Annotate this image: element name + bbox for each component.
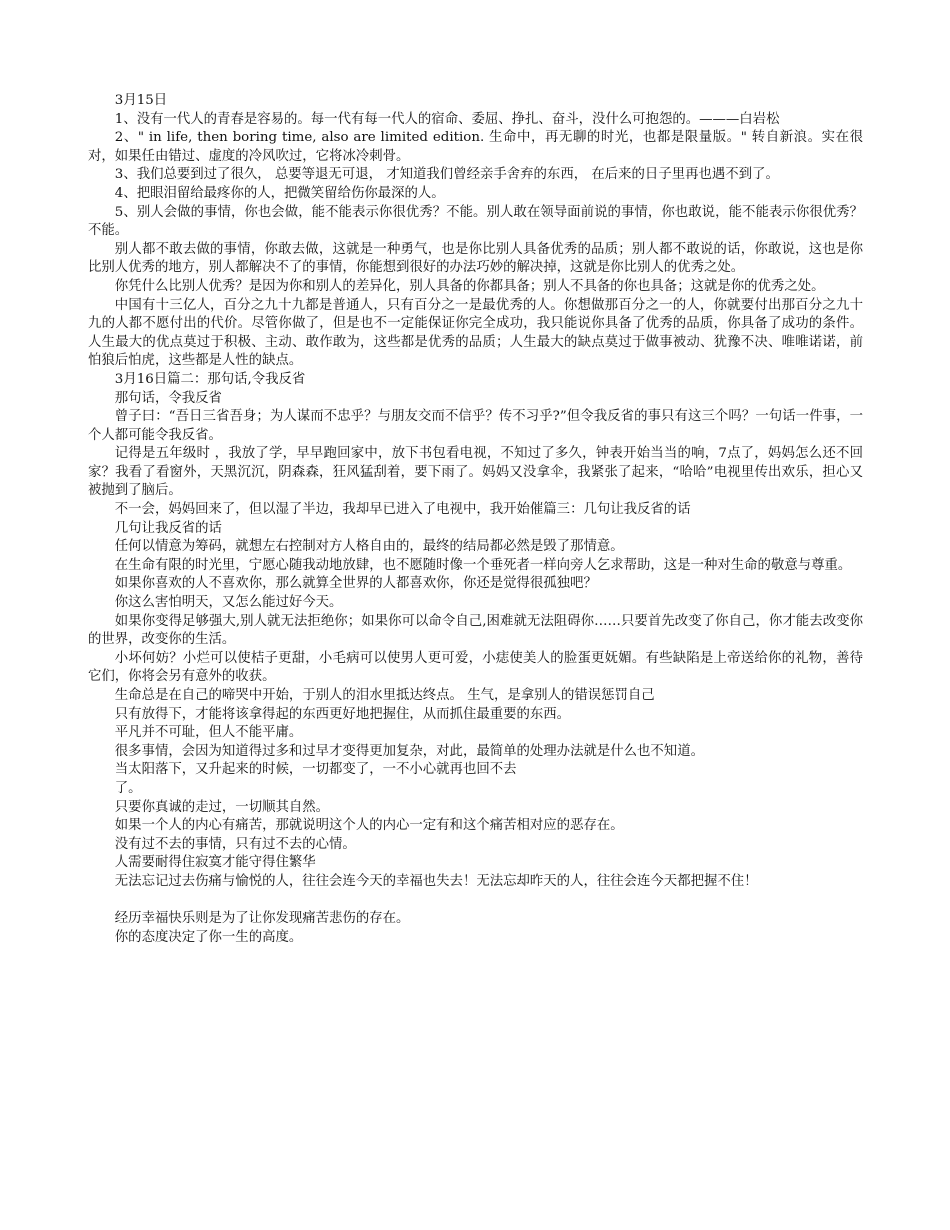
paragraph: 4、把眼泪留给最疼你的人，把微笑留给伤你最深的人。 bbox=[114, 185, 445, 201]
paragraph: 在生命有限的时光里，宁愿心随我动地放肆，也不愿随时像一个垂死者一样向旁人乞求帮助，这是一种对生命的敬意与尊重。 bbox=[114, 557, 852, 573]
paragraph: 没有过不去的事情，只有过不去的心情。 bbox=[114, 836, 356, 852]
paragraph: 中国有十三亿人，百分之九十九都是普通人，只有百分之一是最优秀的人。你想做那百分之一的人，你就要付出那百分之九十九的人都不愿付出的代价。尽管你做了，但是也不一定能保证你完全成功，我只能说你具备了优秀的品质，你具备了成功的条件。人生最大的优点莫过于积极、主动、敢作敢为，这些都是优秀的品质；人生最大的缺点莫过于做事被动、犹豫不决、唯唯诺诺，前怕狼后怕虎，这些都是人性的缺点。 bbox=[88, 297, 863, 369]
paragraph: 3、我们总要到过了很久， 总要等退无可退， 才知道我们曾经亲手舍弃的东西， 在后来的日子里再也遇不到了。 bbox=[114, 167, 779, 183]
paragraph: 1、没有一代人的青春是容易的。每一代有每一代人的宿命、委屈、挣扎、奋斗，没什么可抱怨的。———白岩松 bbox=[114, 111, 780, 127]
paragraph: 如果一个人的内心有痛苦，那就说明这个人的内心一定有和这个痛苦相对应的恶存在。 bbox=[114, 818, 624, 834]
paragraph: 5、别人会做的事情，你也会做，能不能表示你很优秀？不能。别人敢在领导面前说的事情，你也敢说，能不能表示你很优秀？不能。 bbox=[88, 204, 863, 239]
paragraph: 记得是五年级时 ，我放了学，早早跑回家中，放下书包看电视，不知过了多久，钟表开始当当的响，7点了，妈妈怎么还不回家？我看了看窗外，天黑沉沉，阴森森，狂风猛刮着，要下雨了。妈妈又没拿伞，我紧张了起来，“哈哈”电视里传出欢乐，担心又被抛到了脑后。 bbox=[88, 446, 863, 499]
section-heading-march-16: 3月16日篇二：那句话,令我反省 bbox=[114, 371, 306, 387]
paragraph: 平凡并不可耻，但人不能平庸。 bbox=[114, 725, 303, 741]
paragraph: 你的态度决定了你一生的高度。 bbox=[114, 929, 303, 945]
section-heading: 几句让我反省的话 bbox=[114, 520, 222, 536]
paragraph: 如果你喜欢的人不喜欢你，那么就算全世界的人都喜欢你，你还是觉得很孤独吧？ bbox=[114, 576, 597, 592]
paragraph: 经历幸福快乐则是为了让你发现痛苦悲伤的存在。 bbox=[114, 911, 410, 927]
paragraph: 小坏何妨？小烂可以使桔子更甜，小毛病可以使男人更可爱，小痣使美人的脸蛋更妩媚。有些缺陷是上帝送给你的礼物，善待它们，你将会另有意外的收获。 bbox=[88, 650, 863, 685]
paragraph: 当太阳落下，又升起来的时候，一切都变了，一不小心就再也回不去 bbox=[114, 762, 517, 778]
date-heading-march-15: 3月15日 bbox=[114, 93, 168, 108]
paragraph: 了。 bbox=[114, 780, 142, 796]
paragraph: 生命总是在自己的啼哭中开始，于别人的泪水里抵达终点。 生气，是拿别人的错误惩罚自己 bbox=[114, 688, 655, 703]
paragraph: 只有放得下，才能将该拿得起的东西更好地把握住，从而抓住最重要的东西。 bbox=[114, 706, 571, 722]
paragraph: 2、" in life, then boring time, also are limited edition. 生命中，再无聊的时光，也都是限量版。" 转自新浪。实在很对，如果任由错过、虚度的冷风吹过，它将冰冷刺骨。 bbox=[88, 130, 863, 164]
paragraph: 任何以情意为筹码，就想左右控制对方人格自由的，最终的结局都必然是毁了那情意。 bbox=[114, 539, 624, 555]
paragraph: 如果你变得足够强大,别人就无法拒绝你；如果你可以命令自己,困难就无法阻碍你……只要首先改变了你自己，你才能去改变你的世界，改变你的生活。 bbox=[88, 613, 863, 648]
paragraph: 无法忘记过去伤痛与愉悦的人，往往会连今天的幸福也失去！无法忘却昨天的人，往往会连今天都把握不住！ bbox=[114, 873, 758, 889]
paragraph: 曾子曰：“吾日三省吾身；为人谋而不忠乎？与朋友交而不信乎？传不习乎?”但令我反省的事只有这三个吗？一句话一件事，一个人都可能令我反省。 bbox=[88, 409, 863, 443]
paragraph: 只要你真诚的走过，一切顺其自然。 bbox=[114, 799, 330, 815]
paragraph: 别人都不敢去做的事情，你敢去做，这就是一种勇气，也是你比别人具备优秀的品质；别人都不敢说的话，你敢说，这也是你比别人优秀的地方，别人都解决不了的事情，你能想到很好的办法巧妙的解决掉，这就是你比别人的优秀之处。 bbox=[88, 241, 863, 276]
paragraph: 不一会，妈妈回来了，但以湿了半边，我却早已进入了电视中，我开始催篇三：几句让我反省的话 bbox=[114, 502, 691, 518]
document-page bbox=[88, 92, 863, 947]
paragraph: 那句话，令我反省 bbox=[114, 390, 222, 406]
paragraph: 你这么害怕明天，又怎么能过好今天。 bbox=[114, 595, 343, 611]
paragraph: 你凭什么比别人优秀？是因为你和别人的差异化，别人具备的你都具备；别人不具备的你也具备；这就是你的优秀之处。 bbox=[114, 278, 825, 294]
paragraph: 很多事情，会因为知道得过多和过早才变得更加复杂，对此，最简单的处理办法就是什么也不知道。 bbox=[114, 743, 704, 759]
paragraph: 人需要耐得住寂寞才能守得住繁华 bbox=[114, 855, 316, 871]
blank-line bbox=[88, 892, 863, 911]
